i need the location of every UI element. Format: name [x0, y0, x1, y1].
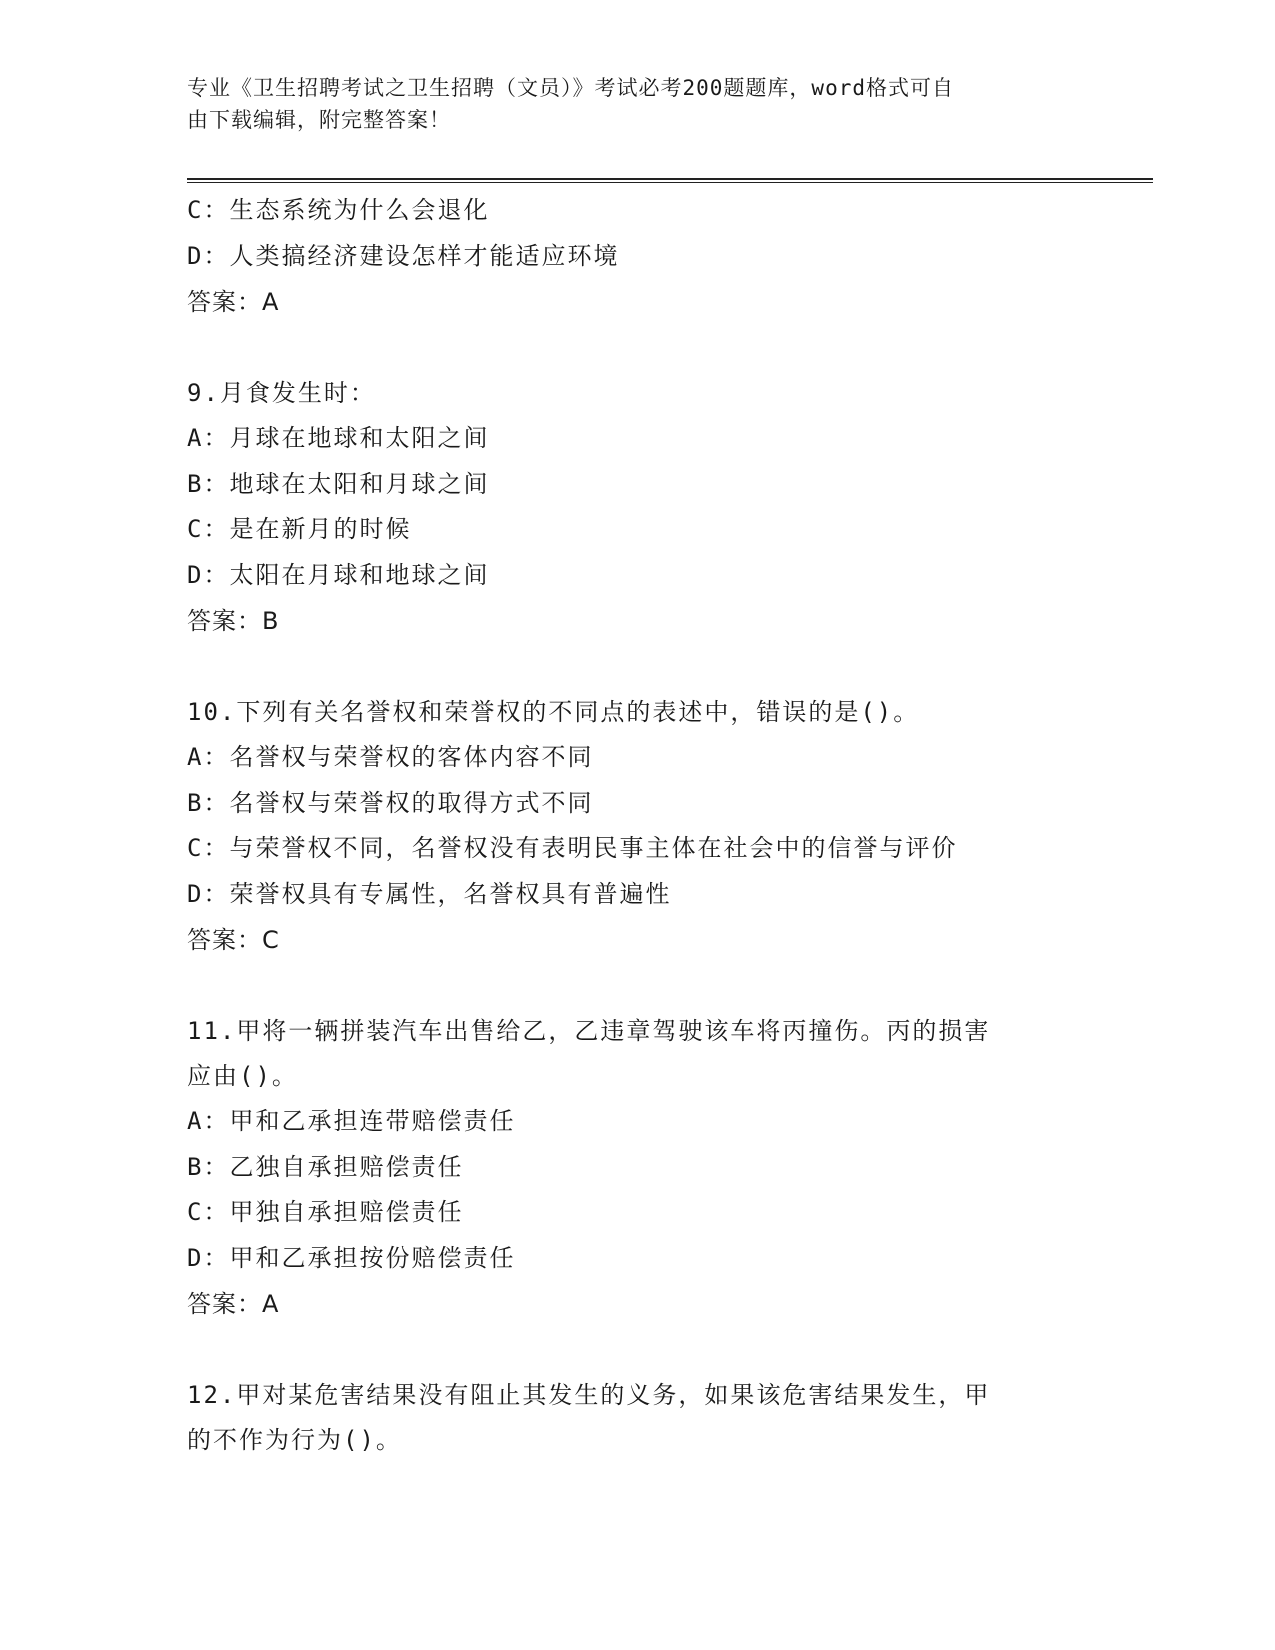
- option-b: B：名誉权与荣誉权的取得方式不同: [187, 788, 594, 817]
- question-12: [187, 1373, 1087, 1463]
- question-stem: 10.下列有关名誉权和荣誉权的不同点的表述中，错误的是()。: [187, 698, 920, 726]
- answer-line: 答案：A: [187, 1290, 280, 1318]
- question-stem-line-2: 应由()。: [187, 1062, 298, 1090]
- question-stem-line-2: 的不作为行为()。: [187, 1426, 402, 1454]
- question-stem: 9.月食发生时：: [187, 379, 376, 407]
- answer-line: 答案：A: [187, 288, 280, 316]
- header-rule-thick: [187, 178, 1153, 180]
- spacer: [187, 644, 1087, 690]
- answer-line: 答案：B: [187, 607, 280, 635]
- option-c: C：甲独自承担赔偿责任: [187, 1198, 464, 1226]
- option-a: A：甲和乙承担连带赔偿责任: [187, 1107, 516, 1135]
- option-c: C：与荣誉权不同，名誉权没有表明民事主体在社会中的信誉与评价: [187, 834, 958, 862]
- option-d: D：太阳在月球和地球之间: [187, 560, 490, 589]
- question-stem-line-1: 12.甲对某危害结果没有阻止其发生的义务，如果该危害结果发生，甲: [187, 1381, 991, 1409]
- answer-line: 答案：C: [187, 926, 280, 954]
- spacer: [187, 325, 1087, 371]
- option-b: B：乙独自承担赔偿责任: [187, 1152, 464, 1181]
- option-a: A：名誉权与荣誉权的客体内容不同: [187, 743, 594, 771]
- option-b: B：地球在太阳和月球之间: [187, 469, 490, 498]
- header-line-2: 由下载编辑，附完整答案！: [187, 108, 451, 132]
- option-d: D：人类搞经济建设怎样才能适应环境: [187, 241, 620, 270]
- option-c: C：生态系统为什么会退化: [187, 196, 490, 224]
- question-list: [187, 188, 1087, 1463]
- spacer: [187, 1327, 1087, 1373]
- question-10: [187, 690, 1087, 963]
- option-d: D：荣誉权具有专属性，名誉权具有普遍性: [187, 879, 672, 908]
- option-d: D：甲和乙承担按份赔偿责任: [187, 1243, 516, 1272]
- header-rule-thin: [187, 182, 1153, 183]
- document-header: [187, 72, 1067, 136]
- question-stem-line-1: 11.甲将一辆拼装汽车出售给乙，乙违章驾驶该车将丙撞伤。丙的损害: [187, 1017, 991, 1045]
- header-line-1: 专业《卫生招聘考试之卫生招聘（文员）》考试必考200题题库，word格式可自: [187, 76, 954, 100]
- spacer: [187, 963, 1087, 1009]
- question-8-continued: [187, 188, 1087, 325]
- option-c: C：是在新月的时候: [187, 515, 412, 543]
- question-11: [187, 1009, 1087, 1327]
- option-a: A：月球在地球和太阳之间: [187, 424, 490, 452]
- question-9: [187, 371, 1087, 644]
